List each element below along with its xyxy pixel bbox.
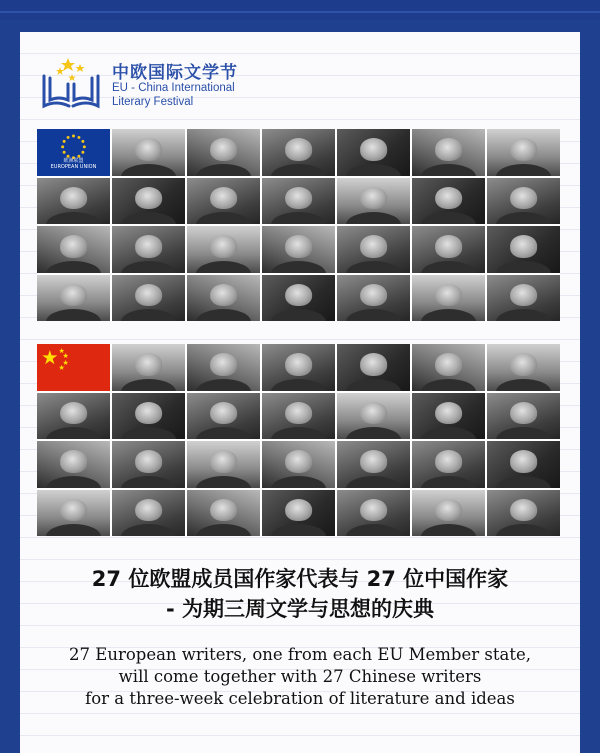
- portrait-head: [135, 402, 163, 424]
- portrait-head: [210, 402, 238, 424]
- portrait-head: [210, 187, 238, 209]
- portrait-shoulders: [271, 476, 327, 488]
- eu-star: [72, 134, 75, 137]
- portrait-shoulders: [346, 212, 402, 224]
- chinese-writer-portrait: [37, 393, 110, 440]
- eu-writer-portrait: [262, 275, 335, 322]
- eu-writer-portrait: [112, 129, 185, 176]
- eu-writers-grid: [37, 129, 560, 321]
- portrait-head: [435, 187, 463, 209]
- portrait-shoulders: [196, 379, 252, 391]
- portrait-shoulders: [496, 379, 552, 391]
- chinese-writer-portrait: [337, 490, 410, 537]
- logo-title-chinese: 中欧国际文学节: [112, 63, 238, 83]
- portrait-shoulders: [421, 524, 477, 536]
- eu-flag-tile: [37, 129, 110, 176]
- chinese-writer-portrait: [412, 393, 485, 440]
- chinese-writer-portrait: [112, 490, 185, 537]
- open-book-with-stars-icon: [38, 54, 104, 114]
- chinese-writer-portrait: [187, 490, 260, 537]
- portrait-head: [285, 450, 313, 472]
- eu-writer-portrait: [187, 226, 260, 273]
- chinese-headline-line2: - 为期三周文学与思想的庆典: [165, 597, 435, 621]
- portrait-head: [285, 284, 313, 306]
- chinese-writer-portrait: [412, 344, 485, 391]
- chinese-headline-line1: 27 位欧盟成员国作家代表与 27 位中国作家: [91, 567, 509, 591]
- portrait-shoulders: [196, 427, 252, 439]
- eu-writer-portrait: [112, 178, 185, 225]
- chinese-writer-portrait: [337, 393, 410, 440]
- chinese-writer-portrait: [187, 393, 260, 440]
- portrait-head: [135, 235, 163, 257]
- eu-writer-portrait: [37, 226, 110, 273]
- portrait-head: [435, 499, 463, 521]
- eu-writer-portrait: [262, 226, 335, 273]
- portrait-head: [60, 450, 88, 472]
- english-headline-line1: 27 European writers, one from each EU Member state,: [69, 645, 531, 664]
- portrait-shoulders: [271, 427, 327, 439]
- portrait-shoulders: [121, 427, 177, 439]
- eu-writer-portrait: [487, 129, 560, 176]
- chinese-writer-portrait: [37, 490, 110, 537]
- chinese-writer-portrait: [112, 393, 185, 440]
- portrait-head: [510, 353, 538, 375]
- portrait-head: [510, 284, 538, 306]
- portrait-shoulders: [121, 476, 177, 488]
- chinese-writer-portrait: [487, 441, 560, 488]
- portrait-head: [435, 353, 463, 375]
- chinese-writer-portrait: [412, 441, 485, 488]
- portrait-head: [60, 499, 88, 521]
- chinese-writer-portrait: [112, 344, 185, 391]
- portrait-shoulders: [421, 427, 477, 439]
- portrait-shoulders: [421, 309, 477, 321]
- portrait-shoulders: [271, 309, 327, 321]
- portrait-head: [210, 284, 238, 306]
- portrait-head: [510, 450, 538, 472]
- portrait-head: [360, 138, 388, 160]
- eu-writer-portrait: [187, 178, 260, 225]
- portrait-head: [135, 138, 163, 160]
- portrait-shoulders: [46, 212, 102, 224]
- portrait-head: [510, 402, 538, 424]
- china-flag-icon: [37, 344, 110, 391]
- portrait-shoulders: [196, 164, 252, 176]
- portrait-head: [510, 235, 538, 257]
- portrait-shoulders: [121, 261, 177, 273]
- chinese-writer-portrait: [262, 490, 335, 537]
- eu-writer-portrait: [187, 129, 260, 176]
- portrait-shoulders: [46, 427, 102, 439]
- eu-writer-portrait: [262, 129, 335, 176]
- portrait-shoulders: [346, 261, 402, 273]
- poster-card: [20, 32, 580, 753]
- chinese-writer-portrait: [412, 490, 485, 537]
- portrait-shoulders: [196, 524, 252, 536]
- portrait-head: [360, 402, 388, 424]
- portrait-head: [135, 499, 163, 521]
- portrait-head: [435, 235, 463, 257]
- chinese-writer-portrait: [337, 344, 410, 391]
- top-border-strip: [0, 0, 600, 20]
- portrait-shoulders: [121, 164, 177, 176]
- logo-title-english-line1: EU - China International: [112, 82, 235, 94]
- portrait-head: [360, 235, 388, 257]
- eu-writer-portrait: [337, 129, 410, 176]
- eu-writer-portrait: [337, 226, 410, 273]
- portrait-shoulders: [46, 476, 102, 488]
- portrait-head: [510, 187, 538, 209]
- portrait-head: [510, 138, 538, 160]
- english-headline-line3: for a three-week celebration of literature and ideas: [85, 689, 515, 708]
- portrait-head: [285, 402, 313, 424]
- portrait-shoulders: [271, 164, 327, 176]
- portrait-shoulders: [271, 261, 327, 273]
- eu-writer-portrait: [262, 178, 335, 225]
- eu-writer-portrait: [112, 226, 185, 273]
- portrait-shoulders: [346, 524, 402, 536]
- chinese-headline: [20, 564, 580, 624]
- portrait-shoulders: [496, 164, 552, 176]
- portrait-head: [435, 450, 463, 472]
- portrait-shoulders: [496, 427, 552, 439]
- chinese-writer-portrait: [487, 393, 560, 440]
- chinese-writer-portrait: [487, 344, 560, 391]
- logo-title-english: [112, 81, 282, 109]
- chinese-writer-portrait: [112, 441, 185, 488]
- portrait-shoulders: [121, 524, 177, 536]
- portrait-head: [360, 284, 388, 306]
- eu-writer-portrait: [37, 275, 110, 322]
- eu-writer-portrait: [337, 178, 410, 225]
- portrait-shoulders: [496, 476, 552, 488]
- portrait-shoulders: [496, 309, 552, 321]
- eu-writer-portrait: [412, 226, 485, 273]
- portrait-head: [135, 284, 163, 306]
- portrait-head: [135, 187, 163, 209]
- chinese-writer-portrait: [187, 344, 260, 391]
- chinese-writer-portrait: [262, 441, 335, 488]
- portrait-head: [285, 235, 313, 257]
- portrait-head: [510, 499, 538, 521]
- portrait-shoulders: [271, 379, 327, 391]
- portrait-head: [135, 353, 163, 375]
- portrait-shoulders: [346, 427, 402, 439]
- portrait-head: [285, 353, 313, 375]
- portrait-shoulders: [346, 164, 402, 176]
- festival-logo: [38, 54, 338, 114]
- eu-flag-caption: [37, 158, 110, 170]
- portrait-shoulders: [121, 309, 177, 321]
- portrait-shoulders: [121, 379, 177, 391]
- eu-writer-portrait: [412, 129, 485, 176]
- eu-star: [67, 136, 70, 139]
- portrait-head: [60, 187, 88, 209]
- portrait-head: [210, 138, 238, 160]
- portrait-head: [360, 450, 388, 472]
- portrait-shoulders: [46, 261, 102, 273]
- eu-star: [83, 145, 86, 148]
- portrait-head: [360, 499, 388, 521]
- portrait-shoulders: [196, 212, 252, 224]
- chinese-writer-portrait: [487, 490, 560, 537]
- portrait-shoulders: [421, 476, 477, 488]
- portrait-shoulders: [496, 524, 552, 536]
- portrait-head: [135, 450, 163, 472]
- eu-writer-portrait: [187, 275, 260, 322]
- portrait-shoulders: [496, 212, 552, 224]
- portrait-head: [285, 499, 313, 521]
- eu-flag-caption-en: EUROPEAN UNION: [50, 163, 97, 170]
- eu-star: [63, 151, 66, 154]
- portrait-shoulders: [196, 261, 252, 273]
- portrait-head: [435, 402, 463, 424]
- portrait-head: [210, 353, 238, 375]
- portrait-shoulders: [346, 309, 402, 321]
- eu-star: [81, 140, 84, 143]
- portrait-head: [60, 235, 88, 257]
- eu-writer-portrait: [487, 178, 560, 225]
- eu-writer-portrait: [487, 275, 560, 322]
- eu-star: [63, 140, 66, 143]
- portrait-shoulders: [496, 261, 552, 273]
- portrait-head: [360, 187, 388, 209]
- portrait-head: [285, 187, 313, 209]
- english-headline: [20, 644, 580, 710]
- portrait-shoulders: [421, 164, 477, 176]
- chinese-writer-portrait: [337, 441, 410, 488]
- portrait-shoulders: [46, 524, 102, 536]
- portrait-head: [285, 138, 313, 160]
- portrait-shoulders: [121, 212, 177, 224]
- portrait-head: [210, 450, 238, 472]
- chinese-writers-grid: [37, 344, 560, 536]
- portrait-shoulders: [46, 309, 102, 321]
- eu-writer-portrait: [112, 275, 185, 322]
- eu-writer-portrait: [412, 275, 485, 322]
- portrait-head: [210, 499, 238, 521]
- portrait-shoulders: [196, 309, 252, 321]
- eu-writer-portrait: [412, 178, 485, 225]
- portrait-shoulders: [421, 212, 477, 224]
- portrait-shoulders: [271, 524, 327, 536]
- eu-star: [61, 145, 64, 148]
- portrait-shoulders: [421, 261, 477, 273]
- english-headline-line2: will come together with 27 Chinese writers: [118, 667, 482, 686]
- chinese-writer-portrait: [262, 393, 335, 440]
- portrait-head: [60, 402, 88, 424]
- portrait-head: [435, 138, 463, 160]
- portrait-shoulders: [346, 476, 402, 488]
- portrait-shoulders: [421, 379, 477, 391]
- portrait-head: [60, 284, 88, 306]
- portrait-head: [210, 235, 238, 257]
- chinese-writer-portrait: [37, 441, 110, 488]
- eu-star: [77, 136, 80, 139]
- eu-star: [81, 151, 84, 154]
- eu-writer-portrait: [37, 178, 110, 225]
- chinese-writer-portrait: [262, 344, 335, 391]
- portrait-head: [360, 353, 388, 375]
- china-flag-tile: [37, 344, 110, 391]
- portrait-head: [435, 284, 463, 306]
- logo-title-english-line2: Literary Festival: [112, 96, 194, 108]
- eu-writer-portrait: [487, 226, 560, 273]
- portrait-shoulders: [271, 212, 327, 224]
- eu-writer-portrait: [337, 275, 410, 322]
- portrait-shoulders: [196, 476, 252, 488]
- eu-flag-caption-cn: 欧洲联盟: [63, 157, 84, 164]
- chinese-writer-portrait: [187, 441, 260, 488]
- portrait-shoulders: [346, 379, 402, 391]
